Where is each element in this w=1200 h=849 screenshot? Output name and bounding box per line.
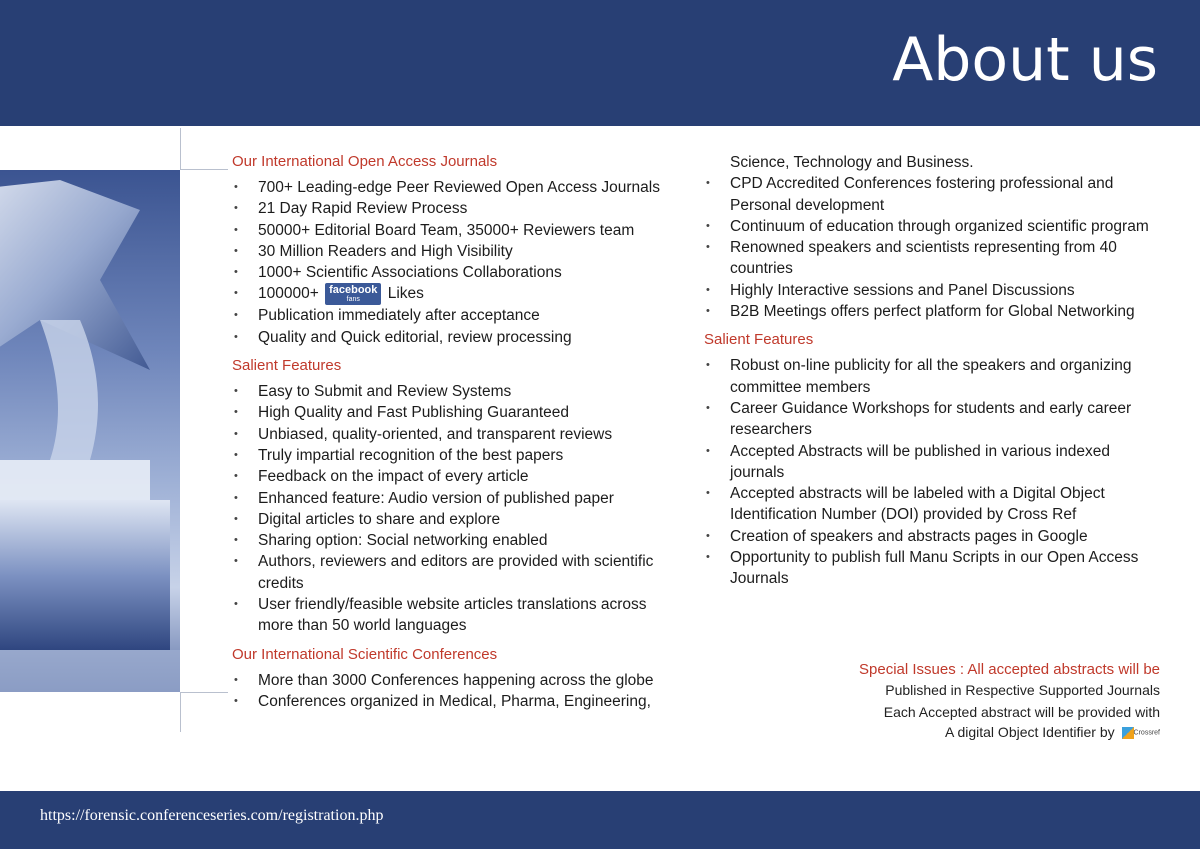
fb-likes-label: Likes [387, 285, 424, 303]
list-item: • Accepted Abstracts will be published in various indexed journals [704, 441, 1164, 484]
list-item: • Authors, reviewers and editors are provided with scientific credits [232, 551, 682, 594]
section-title-journals: Our International Open Access Journals [232, 153, 498, 170]
header-banner [0, 0, 1200, 126]
footer-url-link[interactable]: https://forensic.conferenceseries.com/registration.php [40, 807, 384, 824]
list-item: • More than 3000 Conferences happening across the globe [232, 670, 682, 691]
list-item: • Sharing option: Social networking enabled [232, 530, 682, 551]
divider-vertical [180, 128, 181, 170]
fb-count: 100000+ [258, 285, 319, 303]
special-issues-line: Published in Respective Supported Journals [885, 682, 1160, 698]
section-title-conferences: Our International Scientific Conferences [232, 645, 498, 663]
section-title-salient: Salient Features [232, 357, 342, 375]
facebook-logo-text: facebook [329, 284, 378, 297]
journals-list [232, 177, 682, 348]
list-item: • Highly Interactive sessions and Panel Discussions [704, 280, 1164, 301]
list-item: • Creation of speakers and abstracts pages in Google [704, 526, 1164, 547]
special-issues-note [740, 660, 1160, 743]
list-item: • 1000+ Scientific Associations Collaborations [232, 262, 682, 283]
list-item: • Easy to Submit and Review Systems [232, 381, 682, 402]
conferences-list-right [704, 152, 1164, 322]
list-item: • User friendly/feasible website articles translations across more than 50 world languages [232, 594, 682, 637]
list-item: • Opportunity to publish full Manu Scripts in our Open Access Journals [704, 547, 1164, 590]
list-item: • Continuum of education through organized scientific program [704, 216, 1164, 237]
crossref-line [740, 722, 1160, 743]
divider-horizontal [180, 692, 228, 693]
left-column [232, 152, 682, 720]
list-item-facebook [232, 283, 682, 305]
right-column [704, 152, 1164, 598]
list-item: • Truly impartial recognition of the best papers [232, 445, 682, 466]
list-item: • Conferences organized in Medical, Pharma, Engineering, [232, 691, 682, 712]
crossref-logo-label: Crossref [1133, 729, 1160, 737]
list-item: • B2B Meetings offers perfect platform for Global Networking [704, 301, 1164, 322]
page-title: About us [892, 25, 1158, 95]
list-item: • 30 Million Readers and High Visibility [232, 241, 682, 262]
salient-list-left [232, 381, 682, 637]
list-item: • Robust on-line publicity for all the speakers and organizing committee members [704, 355, 1164, 398]
list-item: • Career Guidance Workshops for students and early career researchers [704, 398, 1164, 441]
list-item: • High Quality and Fast Publishing Guaranteed [232, 402, 682, 423]
list-item: • Unbiased, quality-oriented, and transparent reviews [232, 424, 682, 445]
crossref-logo-icon [1122, 727, 1134, 739]
crossref-text: A digital Object Identifier by [945, 724, 1115, 740]
list-item: • Publication immediately after acceptance [232, 305, 682, 326]
list-item: • Accepted abstracts will be labeled with a Digital Object Identification Number (DOI) provided by Cross Ref [704, 483, 1164, 526]
list-item: • Renowned speakers and scientists representing from 40 countries [704, 237, 1164, 280]
facebook-fans-text: fans [346, 296, 360, 304]
conferences-list-left [232, 670, 682, 713]
trophy-image [0, 170, 180, 692]
facebook-fans-badge [325, 283, 381, 305]
list-item: • Feedback on the impact of every article [232, 466, 682, 487]
special-issues-line: Each Accepted abstract will be provided with [883, 704, 1160, 720]
special-issues-heading: Special Issues : All accepted abstracts will be [859, 661, 1160, 678]
divider-vertical [180, 692, 181, 732]
divider-horizontal [180, 169, 228, 170]
list-item-continuation: Science, Technology and Business. [730, 154, 974, 171]
list-item: • 50000+ Editorial Board Team, 35000+ Reviewers team [232, 220, 682, 241]
list-item: • CPD Accredited Conferences fostering professional and Personal development [704, 173, 1164, 216]
footer-bar [0, 791, 1200, 849]
list-item: • 700+ Leading-edge Peer Reviewed Open Access Journals [232, 177, 682, 198]
list-item: • Digital articles to share and explore [232, 509, 682, 530]
salient-list-right [704, 355, 1164, 589]
list-item: • 21 Day Rapid Review Process [232, 198, 682, 219]
list-item: • Enhanced feature: Audio version of published paper [232, 488, 682, 509]
section-title-salient-right: Salient Features [704, 331, 814, 349]
list-item: • Quality and Quick editorial, review processing [232, 327, 682, 348]
